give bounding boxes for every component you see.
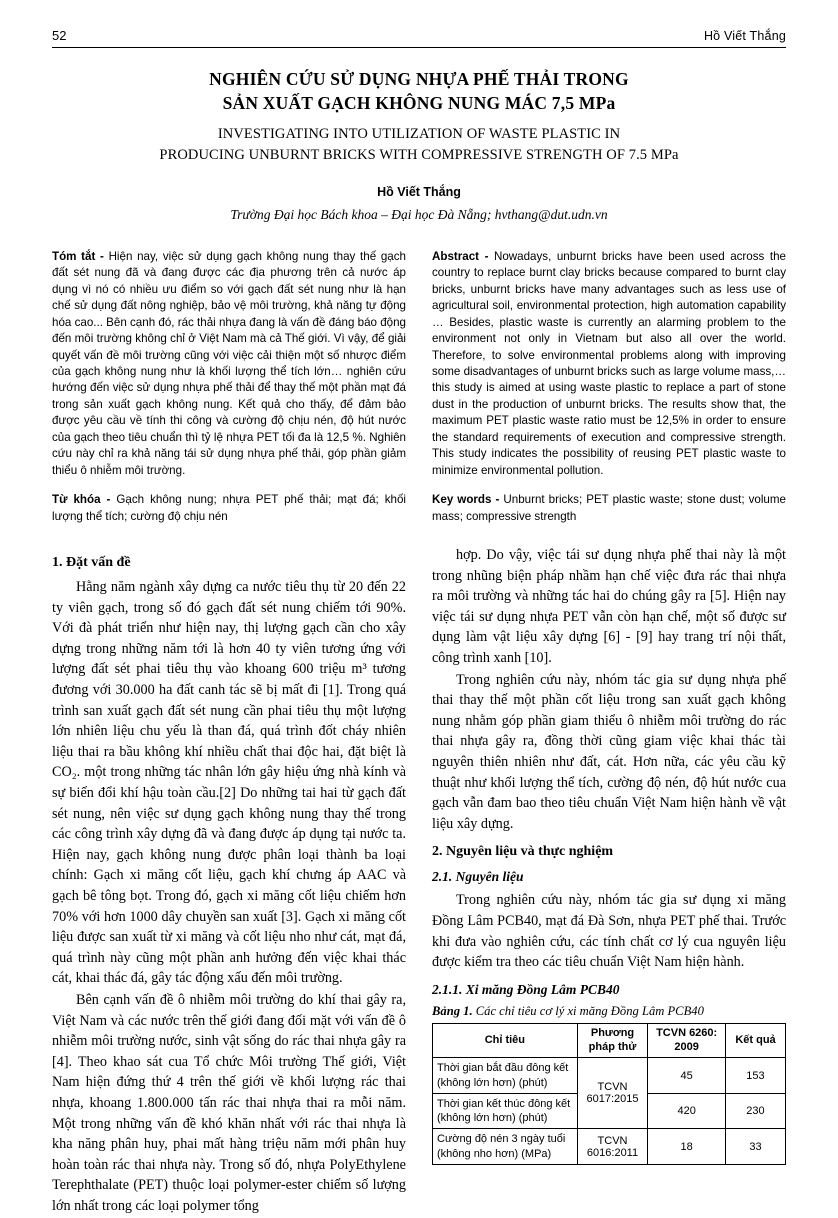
- keywords-vietnamese-text: Gạch không nung; nhựa PET phế thải; mạt đá; khối lượng thể tích; cường độ chịu nén: [52, 493, 407, 523]
- cell-standard: 45: [648, 1058, 726, 1094]
- keywords-english-label: Key words -: [432, 493, 504, 507]
- title-vietnamese-line1: NGHIÊN CỨU SỬ DỤNG NHỰA PHẾ THẢI TRONG: [209, 69, 629, 89]
- title-english: [52, 124, 786, 165]
- abstract-english: [432, 249, 786, 479]
- paragraph: Bên cạnh vấn đề ô nhiễm môi trường do khí thai gây ra, Việt Nam và các nước trên thế giới đang đối mặt với vấn đề ô nhiễm môi trường nước, sinh vật sống do rác thai nhựa gây ra [4]. Theo khao sát cua Tổ chức Môi trường Thế giới, Việt Nam hiện đứng thứ 4 trên thế giới về khối lượng rác thai nhựa, khoang 1.800.000 tấn rác thai nhựa thai ra mỗi năm. Một trong những vấn đề khó khăn nhất với rác thai nhựa là kha năng phân huy, phai mất hàng triệu năm mới phân huy hoàn toàn rác thai nhựa này. Trong số đó, nhựa PolyEthylene Terephthalate (PET) thuộc loại polymer-ester chiếm số lượng lớn nhất trong các loại polymer tổng: [52, 991, 406, 1214]
- running-head-author: Hồ Viết Thắng: [703, 29, 786, 43]
- abstract-english-text: Nowadays, unburnt bricks have been used across the country to replace burnt clay bricks because compared to burnt clay bricks, unburnt bricks have many advantages such as less use of agricultural soil, environmental protection, high automation capability … Besides, plastic waste is currently an alarming problem to the environment not only in Vietnam but also all over the world. Therefore, to solve environmental problems along with improving some disadvantages of unburnt bricks such as large volume mass,… this study is aimed at using waste plastic to replace a part of stone dust in the production of unburnt bricks. The results show that, the maximum PET plastic waste ratio must be 12,5% in order to ensure the standard requirements of execution and compressive strength. This study indicates the possibility of reusing PET plastic waste to minimize environmental pollution.: [432, 249, 786, 477]
- body-left-column: [52, 545, 406, 1217]
- cell-standard: 420: [648, 1093, 726, 1129]
- subsection-heading-2-1-1: 2.1.1. Xi măng Đồng Lâm PCB40: [432, 981, 620, 997]
- table-row: [433, 1058, 786, 1094]
- section-heading-2: 2. Nguyên liệu và thực nghiệm: [432, 844, 614, 860]
- paragraph: Trong nghiên cứu này, nhóm tác gia sư dụng xi măng Đồng Lâm PCB40, mạt đá Đà Sơn, nhựa PET phế thai. Trước khi đưa vào nghiên cứu, các tính chất cơ lý cua nguyên liệu được kiểm tra theo các tiêu chuẩn Việt Nam hiện hành.: [432, 892, 786, 971]
- author-name: Hồ Viết Thắng: [377, 184, 461, 199]
- abstract-vietnamese-text: Hiện nay, việc sử dụng gạch không nung thay thế gạch đất sét nung đã và đang được các địa phương trên cả nước áp dụng vì nó có nhiều ưu điểm so với gạch đất sét nung như là hạn chế sử dụng đất nông nghiệp, bảo vệ môi trường, khả năng tự động hóa cao... Bên cạnh đó, rác thải nhựa đang là vấn đề đáng báo động đến môi trường không chỉ ở Việt Nam mà cả Thế giới. Vì vậy, để giải quyết vấn đề môi trường cũng với việc cải thiện một số nhược điểm của gạch không nung như là khối lượng thể tích lớn… nghiên cứu hướng đến việc sử dụng nhựa phế thải để thay thế một phần mạt đá trong sản xuất gạch không nung. Kết quả cho thấy, để đảm bảo được yêu cầu về tính thi công và cường độ chịu nén, độ hút nước của gạch theo tiêu chuẩn thì tỷ lệ nhựa PET tối đa là 12,5 %. Nghiên cứu này chỉ ra khả năng tái sử dụng nhựa phế thải, góp phần giảm thiểu ô nhiễm môi trường.: [52, 249, 406, 477]
- keywords-vietnamese: [52, 492, 406, 525]
- subsection-heading-2-1: 2.1. Nguyên liệu: [432, 869, 524, 885]
- body-right-column: [432, 545, 786, 1217]
- cell-standard: 18: [648, 1129, 726, 1165]
- cell-criterion: Thời gian bắt đầu đông kết (không lớn hơn) (phút): [433, 1058, 578, 1094]
- abstract-vietnamese-column: [52, 249, 406, 525]
- keywords-english-text: Unburnt bricks; PET plastic waste; stone dust; volume mass; compressive strength: [432, 493, 786, 523]
- column-header-result: Kết quả: [725, 1023, 785, 1058]
- keywords-english: [432, 492, 786, 525]
- table-header-row: [433, 1023, 786, 1058]
- cell-criterion: Cường độ nén 3 ngày tuổi (không nho hơn) (MPa): [433, 1129, 578, 1165]
- title-vietnamese-line2: SẢN XUẤT GẠCH KHÔNG NUNG MÁC 7,5 MPa: [222, 92, 616, 113]
- abstract-vietnamese-label: Tóm tắt -: [52, 249, 109, 263]
- cell-result: 153: [725, 1058, 785, 1094]
- abstract-section: [52, 249, 786, 525]
- paragraph: Hằng năm ngành xây dựng ca nước tiêu thụ từ 20 đến 22 ty viên gạch, trong số đó gạch đất sét nung chiếm tới 90%. Với đà phát triển như hiện nay, thị lượng gạch cần cho xây dựng trong những năm tới là hơn 40 ty viên tương ứng với lượng đất sét phai tiêu thụ vào khoang 600 triệu m³ tương đương với 30.000 ha đất canh tác sẽ bị mất đi [1]. Trong quá trình san xuất gạch đất sét nung cần phai tiêu thụ một lượng lớn nhiên liệu chu yếu là than đá, quá trình đốt cháy nhiên liệu thai ra bầu không khí nhiều chất thai độc hai, đặt biệt là CO₂. một trong những tác nhân lớn gây hiệu ứng nhà kính và sự biến đổi khí hậu toàn cầu.[2] Do những tai hai từ gạch đất sét nung, nên việc sư dụng gạch không nung thay thế trong các công trình xây dựng đã và đang được áp dụng tại nước ta. Hiện nay, gạch không nung được phân loại thành ba loại chính: Gạch xi măng cốt liệu, gạch khí chưng áp AAC và gạch bê tông bọt. Trong đó, gạch xi măng cốt liệu chiếm hơn 70% với hơn 1000 dây chuyền san xuất [3]. Gạch xi măng cốt liệu được san xuất từ xi măng và cốt liệu nho như cát, mạt đá, quá trình này cũng một phần anh hưởng đến việc khai thác cát, khai thác đá, gây tác động xấu đến môi trường.: [52, 579, 406, 987]
- cell-criterion: Thời gian kết thúc đông kết (không lớn hơn) (phút): [433, 1093, 578, 1129]
- section-heading-1: 1. Đặt vấn đề: [52, 555, 131, 571]
- title-block: [52, 68, 786, 223]
- cell-result: 33: [725, 1129, 785, 1165]
- page-number: 52: [52, 28, 67, 43]
- table-caption-label: Bảng 1.: [432, 1003, 473, 1018]
- paragraph: hợp. Do vậy, việc tái sư dụng nhựa phế thai này là một trong nhũng biện pháp nhầm hạn chế việc đưa rác thai nhựa ra môi trường và những tác hai do chúng gây ra [5]. Hiện nay việc tái sư dụng nhựa PET vẫn còn hạn chế, một số được sư dụng làm vật liệu xây dựng [6] - [9] hay trang trí nội thất, công trình xanh [10].: [432, 547, 786, 667]
- column-header-method: Phương pháp thử: [577, 1023, 648, 1058]
- affiliation: Trường Đại học Bách khoa – Đại học Đà Nẵng; hvthang@dut.udn.vn: [230, 206, 608, 222]
- paragraph: Trong nghiên cứu này, nhóm tác gia sư dụng nhựa phế thai thay thế một phần cốt liệu trong san xuất gạch không nung nhằm góp phần giam thiểu ô nhiễm môi trường do rác thai nhựa gây ra, đồng thời cũng giam việc khai thác tài nguyên thiên nhiên như đất, cát. Hơn nữa, các yêu cầu kỹ thuật như khối lượng thể tích, cường độ nén, độ hút nước cua gạch vẫn đam bao theo tiêu chuẩn Việt Nam hiện hành về vật liệu xây dựng.: [432, 671, 786, 832]
- abstract-english-label: Abstract -: [432, 249, 494, 263]
- title-english-line1: INVESTIGATING INTO UTILIZATION OF WASTE PLASTIC IN: [217, 126, 621, 143]
- cell-method: TCVN 6017:2015: [577, 1058, 648, 1129]
- cell-result: 230: [725, 1093, 785, 1129]
- running-head: [52, 28, 786, 47]
- column-header-criterion: Chỉ tiêu: [433, 1023, 578, 1058]
- title-vietnamese: [52, 68, 786, 115]
- table-cement-properties: [432, 1023, 786, 1165]
- table-caption-text: Các chỉ tiêu cơ lý xi măng Đồng Lâm PCB40: [472, 1003, 704, 1018]
- cell-method: TCVN 6016:2011: [577, 1129, 648, 1165]
- keywords-vietnamese-label: Từ khóa -: [52, 493, 117, 507]
- abstract-vietnamese: [52, 249, 406, 479]
- abstract-english-column: [432, 249, 786, 525]
- header-divider: [52, 47, 786, 48]
- table-caption: [432, 1004, 786, 1019]
- table-row: [433, 1129, 786, 1165]
- title-english-line2: PRODUCING UNBURNT BRICKS WITH COMPRESSIVE STRENGTH OF 7.5 MPa: [159, 146, 679, 163]
- body-columns: [52, 545, 786, 1217]
- column-header-standard: TCVN 6260: 2009: [648, 1023, 726, 1058]
